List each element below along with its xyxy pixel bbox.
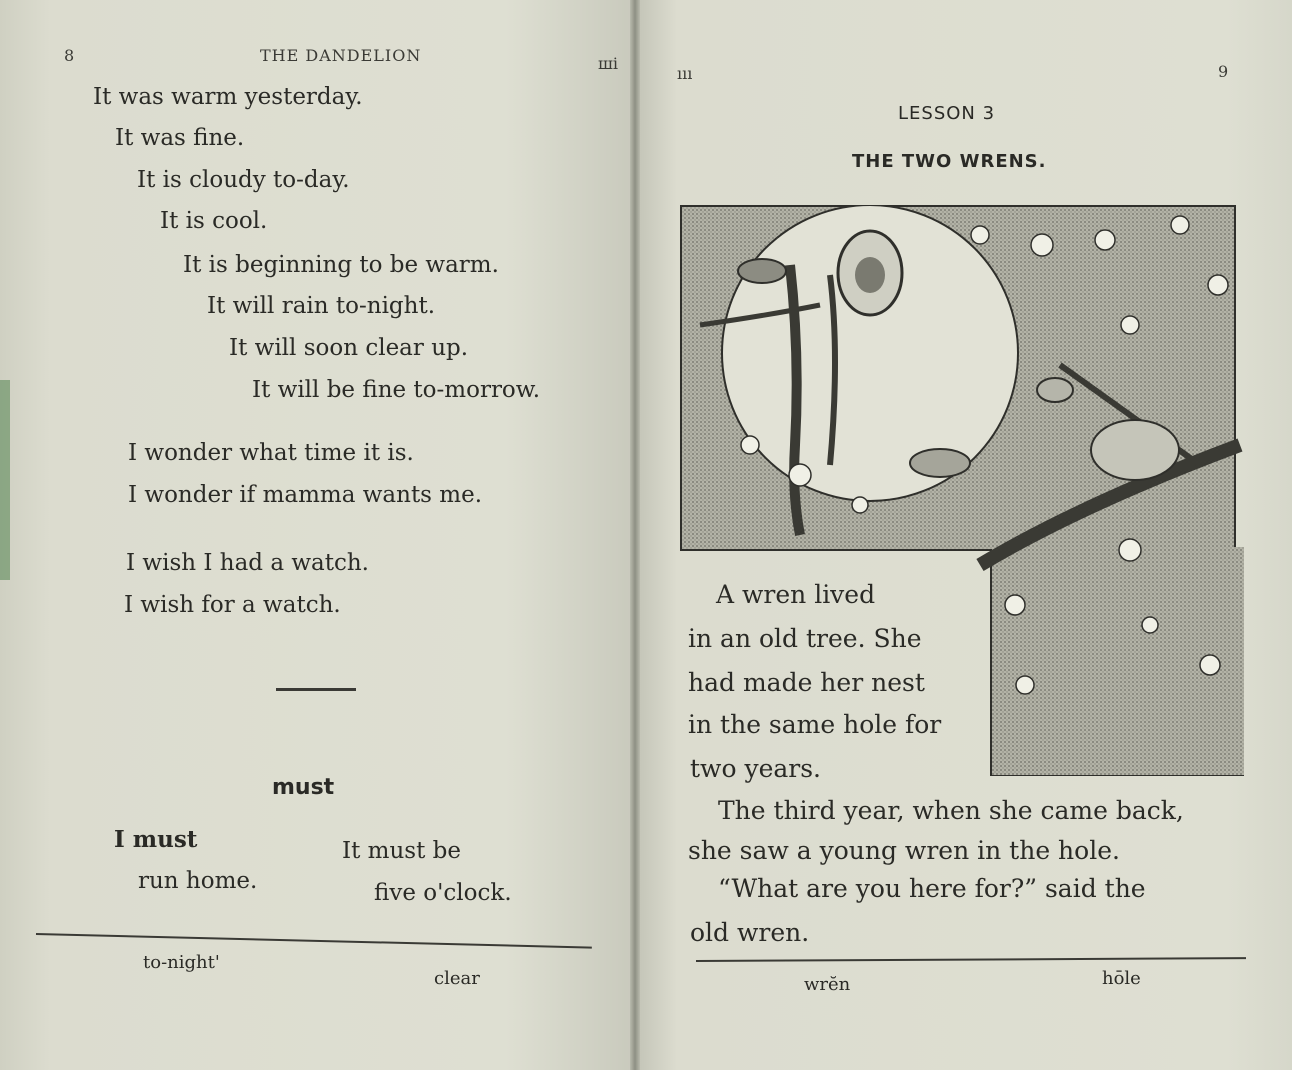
wish-line: I wish for a watch. <box>124 592 341 618</box>
weather-line: It is cloudy to-day. <box>137 167 350 193</box>
weather-line: It will be fine to-morrow. <box>252 377 541 403</box>
story-line: she saw a young wren in the hole. <box>688 836 1120 865</box>
must-example-2-line1: It must be <box>342 838 461 864</box>
weather-line: It will soon clear up. <box>229 335 469 361</box>
story-line: in the same hole for <box>688 710 942 739</box>
story-line: “What are you here for?” said the <box>718 874 1146 903</box>
weather-line: It was fine. <box>115 125 245 151</box>
right-page-number: 9 <box>1218 62 1229 81</box>
must-heading: must <box>272 775 335 800</box>
weather-line: It is beginning to be warm. <box>183 252 499 278</box>
footer-word: wrĕn <box>804 974 851 995</box>
wonder-line: I wonder what time it is. <box>128 440 414 466</box>
left-page <box>0 0 632 1070</box>
left-corner-mark: ші <box>598 54 618 73</box>
weather-line: It will rain to-night. <box>207 293 436 319</box>
weather-line: It was warm yesterday. <box>93 84 363 110</box>
weather-line: It is cool. <box>160 208 268 234</box>
left-page-number: 8 <box>64 46 75 65</box>
story-line: had made her nest <box>688 668 925 697</box>
section-divider <box>276 688 356 691</box>
story-line: A wren lived <box>716 580 876 609</box>
book-gutter <box>630 0 640 1070</box>
must-example-1-line1: I must <box>114 826 198 853</box>
lesson-title: THE TWO WRENS. <box>852 151 1047 172</box>
wonder-line: I wonder if mamma wants me. <box>128 482 483 508</box>
footer-word: clear <box>434 968 480 989</box>
story-line: The third year, when she came back, <box>718 796 1184 825</box>
story-line: old wren. <box>690 918 810 947</box>
footer-word: hōle <box>1102 968 1141 989</box>
running-head: THE DANDELION <box>260 46 422 65</box>
must-example-1-line2: run home. <box>138 868 258 894</box>
story-line: two years. <box>690 754 821 783</box>
footer-word: to-night' <box>143 952 220 973</box>
lesson-label: LESSON 3 <box>898 103 996 124</box>
story-line: in an old tree. She <box>688 624 922 653</box>
right-corner-mark: ııı <box>677 64 693 83</box>
must-example-2-line2: five o'clock. <box>374 880 512 906</box>
page-edge-shadow <box>0 380 10 580</box>
wish-line: I wish I had a watch. <box>126 550 369 576</box>
